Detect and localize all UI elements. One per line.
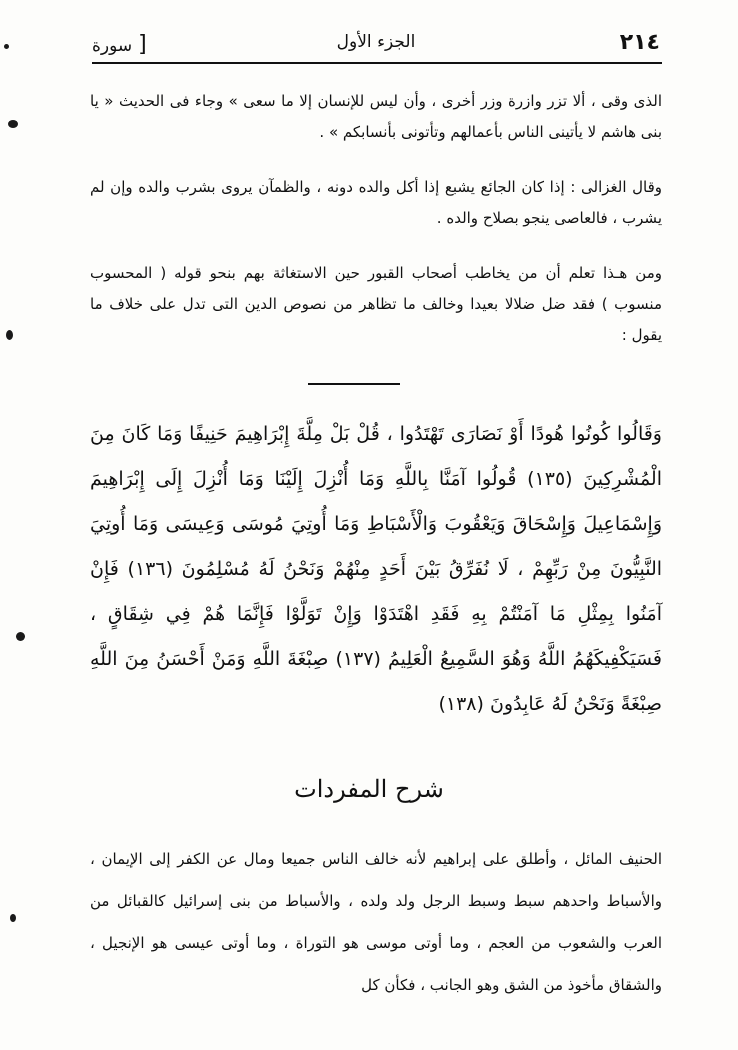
surah-label-text: سورة [92,36,133,56]
header-rule [92,62,662,64]
surah-label [92,32,147,57]
paragraph-tradition [90,86,662,148]
explanation-text: الحنيف المائل ، وأطلق على إبراهيم لأنه خالف الناس جميعا ومال عن الكفر إلى الإيمان ، والأسباط واحدهم سبط وسبط الرجل ولد ولده ، والأسباط من بنى إسرائيل كالقبائل من العرب والشعوب من العجم ، وما أوتى موسى هو التوراة ، وما أوتى عيسى هو الإنجيل ، والشقاق مأخوذ من الشق وهو الجانب ، فكأن كل [90,850,662,994]
part-title: الجزء الأول [336,32,416,52]
page-header [92,26,660,62]
separator-rule [308,383,400,385]
paragraph-ghazali [90,172,662,234]
quran-verses [90,412,662,727]
section-heading: شرح المفردات [294,775,444,803]
verses-text: وَقَالُوا كُونُوا هُودًا أَوْ نَصَارَى تَهْتَدُوا ، قُلْ بَلْ مِلَّةَ إِبْرَاهِيمَ حَنِيفًا وَمَا كَانَ مِنَ الْمُشْرِكِينَ (١٣٥) قُولُوا آمَنَّا بِاللَّهِ وَمَا أُنْزِلَ إِلَيْنَا وَمَا أُنْزِلَ إِلَى إِبْرَاهِيمَ وَإِسْمَاعِيلَ وَإِسْحَاقَ وَيَعْقُوبَ وَالْأَسْبَاطِ وَمَا أُوتِيَ مُوسَى وَعِيسَى وَمَا أُوتِيَ النَّبِيُّونَ مِنْ رَبِّهِمْ ، لَا نُفَرِّقُ بَيْنَ أَحَدٍ مِنْهُمْ وَنَحْنُ لَهُ مُسْلِمُونَ (١٣٦) فَإِنْ آمَنُوا بِمِثْلِ مَا آمَنْتُمْ بِهِ فَقَدِ اهْتَدَوْا وَإِنْ تَوَلَّوْا فَإِنَّمَا هُمْ فِي شِقَاقٍ ، فَسَيَكْفِيكَهُمُ اللَّهُ وَهُوَ السَّمِيعُ الْعَلِيمُ (١٣٧) صِبْغَةَ اللَّهِ وَمَنْ أَحْسَنُ مِنَ اللَّهِ صِبْغَةً وَنَحْنُ لَهُ عَابِدُونَ (١٣٨) [90,423,663,715]
scan-speck [4,44,9,49]
paragraph-text: ومن هـذا تعلم أن من يخاطب أصحاب القبور حين الاستغاثة بهم بنحو قوله ( المحسوب منسوب ) فقد ضل ضلالا بعيدا وخالف ما تظاهر من نصوص الدين التى تدل على خلاف ما يقول : [90,264,662,344]
scan-speck [10,914,16,922]
vocabulary-explanation [90,838,662,1006]
paragraph-graves [90,258,662,351]
paragraph-text: وقال الغزالى : إذا كان الجائع يشبع إذا أكل والده دونه ، والظمآن يروى بشرب والده وإن لم يشرب ، فالعاصى ينجو بصلاح والده . [90,178,662,227]
scan-speck [6,330,13,340]
scan-speck [16,632,25,641]
paragraph-text: الذى وقى ، ألا تزر وازرة وزر أخرى ، وأن ليس للإنسان إلا ما سعى » وجاء فى الحديث « يا بنى هاشم لا يأتينى الناس بأعمالهم وتأتونى بأنسابكم » . [90,92,662,141]
page-number: ٢١٤ [619,30,660,55]
bracket-glyph: [ [138,32,147,57]
scan-speck [8,120,18,128]
